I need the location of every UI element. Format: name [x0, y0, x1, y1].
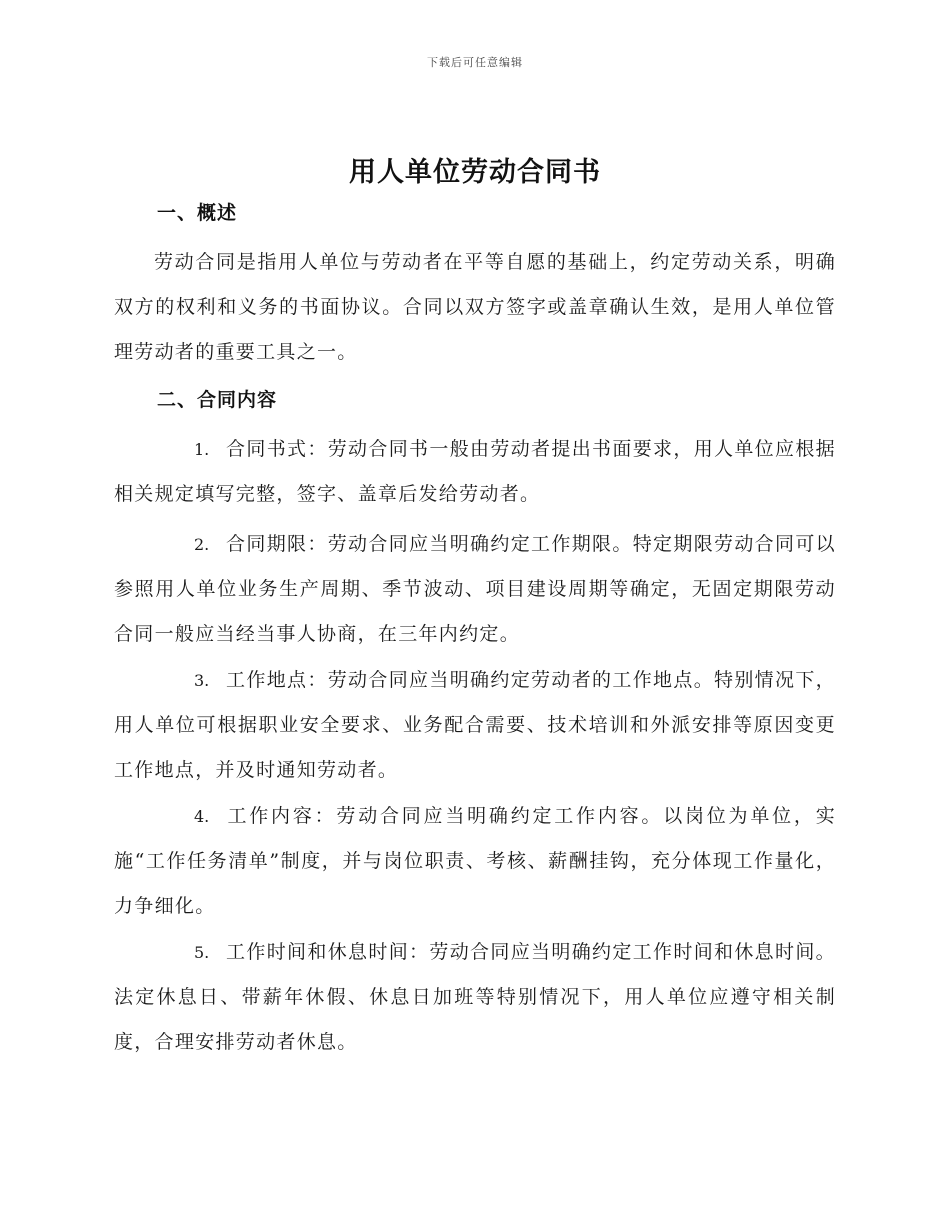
list-item-number: 4. [194, 807, 210, 826]
section-heading-contents: 二、合同内容 [157, 389, 278, 411]
list-item-text: 合同书式：劳动合同书一般由劳动者提出书面要求，用人单位应根据相关规定填写完整，签字、盖章后发给劳动者。 [114, 438, 836, 505]
list-item [114, 522, 836, 657]
page-header-note: 下载后可任意编辑 [427, 56, 523, 69]
list-item-text: 工作地点：劳动合同应当明确约定劳动者的工作地点。特别情况下，用人单位可根据职业安全要求、业务配合需要、技术培训和外派安排等原因变更工作地点，并及时通知劳动者。 [114, 669, 836, 781]
list-item-number: 1. [194, 440, 210, 459]
section-heading-overview: 一、概述 [157, 202, 238, 224]
list-item-number: 3. [194, 671, 210, 690]
list-item [114, 427, 836, 517]
list-item [114, 794, 836, 929]
list-item [114, 930, 836, 1065]
list-item-text: 工作内容：劳动合同应当明确约定工作内容。以岗位为单位，实施“工作任务清单”制度，并与岗位职责、考核、薪酬挂钩，充分体现工作量化，力争细化。 [114, 805, 836, 917]
list-item-number: 2. [194, 535, 210, 554]
list-item-number: 5. [194, 943, 210, 962]
list-item-text: 工作时间和休息时间：劳动合同应当明确约定工作时间和休息时间。法定休息日、带薪年休假、休息日加班等特别情况下，用人单位应遵守相关制度，合理安排劳动者休息。 [114, 941, 836, 1053]
list-item-text: 合同期限：劳动合同应当明确约定工作期限。特定期限劳动合同可以参照用人单位业务生产周期、季节波动、项目建设周期等确定，无固定期限劳动合同一般应当经当事人协商，在三年内约定。 [114, 533, 836, 645]
document-title: 用人单位劳动合同书 [349, 157, 601, 188]
list-item [114, 658, 836, 793]
overview-paragraph: 劳动合同是指用人单位与劳动者在平等自愿的基础上，约定劳动关系，明确双方的权利和义务的书面协议。合同以双方签字或盖章确认生效，是用人单位管理劳动者的重要工具之一。 [114, 251, 836, 363]
